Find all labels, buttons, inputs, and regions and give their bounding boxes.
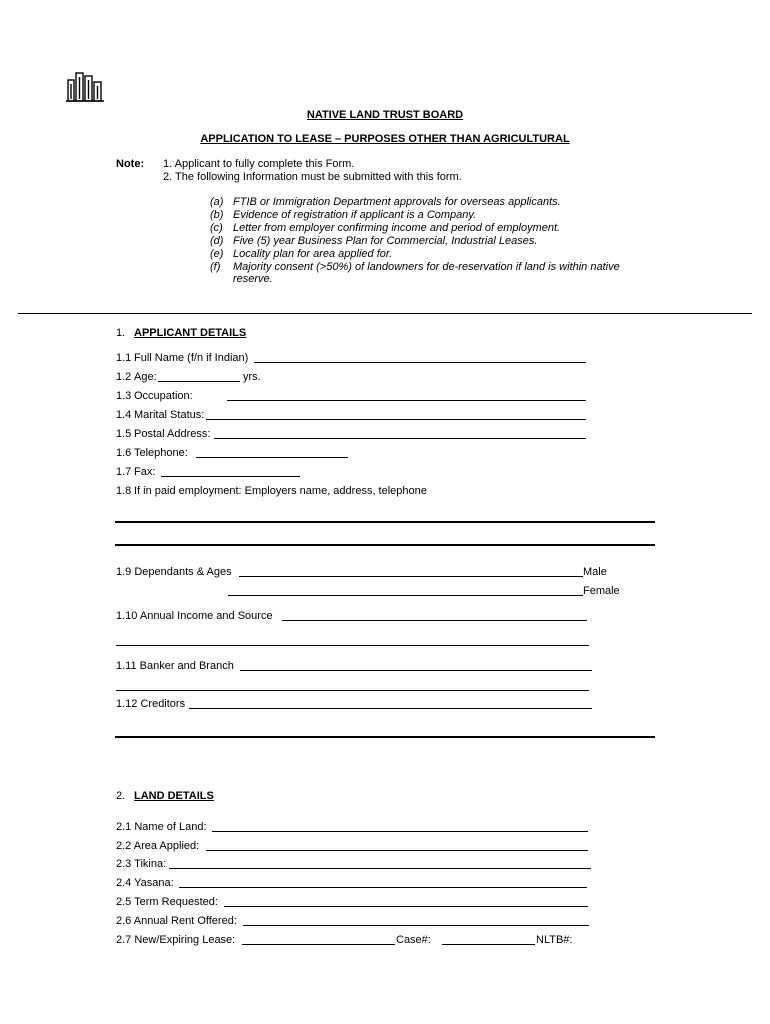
area-applied-label: 2.2 Area Applied: — [116, 840, 200, 852]
note-item-letter: (e) — [210, 248, 224, 260]
nltb-logo — [66, 70, 104, 102]
section-1-title: APPLICANT DETAILS — [134, 327, 247, 339]
employment-field-line[interactable] — [115, 544, 655, 546]
banker-field[interactable] — [240, 670, 592, 671]
age-suffix: yrs. — [243, 371, 261, 383]
case-number-label: Case#: — [396, 934, 431, 946]
area-applied-field[interactable] — [206, 850, 588, 851]
field-number: 1.7 — [116, 466, 132, 478]
employment-label: If in paid employment: Employers name, address, telephone — [134, 485, 427, 497]
marital-status-label: Marital Status: — [134, 409, 205, 421]
annual-rent-label: 2.6 Annual Rent Offered: — [116, 915, 237, 927]
note-line-1: 1. Applicant to fully complete this Form. — [163, 158, 355, 170]
name-of-land-field[interactable] — [212, 831, 588, 832]
yasana-field[interactable] — [179, 887, 587, 888]
telephone-label: Telephone: — [134, 447, 188, 459]
employment-field-line[interactable] — [115, 521, 655, 523]
note-item-letter: (c) — [210, 222, 223, 234]
note-item-text: Five (5) year Business Plan for Commercial, Industrial Leases. — [233, 235, 538, 247]
nltb-number-label: NLTB#: — [536, 934, 573, 946]
full-name-field[interactable] — [254, 362, 586, 363]
dependants-label: 1.9 Dependants & Ages — [116, 566, 232, 578]
note-item-letter: (f) — [210, 261, 221, 273]
form-title: APPLICATION TO LEASE – PURPOSES OTHER THAN AGRICULTURAL — [200, 133, 570, 145]
section-separator — [18, 313, 752, 314]
term-requested-label: 2.5 Term Requested: — [116, 896, 218, 908]
annual-income-field[interactable] — [282, 620, 587, 621]
postal-address-field[interactable] — [214, 438, 586, 439]
age-label: Age: — [134, 371, 157, 383]
dependants-female-field[interactable] — [228, 595, 583, 596]
note-item-text: Locality plan for area applied for. — [233, 248, 393, 260]
field-number: 1.8 — [116, 485, 132, 497]
org-title: NATIVE LAND TRUST BOARD — [306, 109, 464, 121]
field-number: 1.3 — [116, 390, 132, 402]
section-end-line — [115, 736, 655, 738]
creditors-label: 1.12 Creditors — [116, 698, 186, 710]
section-1-number: 1. — [116, 327, 126, 339]
dependants-male-field[interactable] — [239, 576, 583, 577]
note-line-2: 2. The following Information must be submitted with this form. — [163, 171, 462, 183]
creditors-field[interactable] — [189, 708, 592, 709]
field-number: 1.5 — [116, 428, 132, 440]
occupation-label: Occupation: — [134, 390, 193, 402]
lease-field[interactable] — [242, 944, 395, 945]
section-2-number: 2. — [116, 790, 126, 802]
fax-field[interactable] — [161, 476, 300, 477]
telephone-field[interactable] — [196, 457, 348, 458]
fax-label: Fax: — [134, 466, 156, 478]
note-label: Note: — [116, 158, 145, 170]
male-label: Male — [583, 566, 607, 578]
term-requested-field[interactable] — [224, 906, 588, 907]
female-label: Female — [583, 585, 620, 597]
tikina-field[interactable] — [169, 868, 591, 869]
banker-field[interactable] — [116, 690, 589, 691]
marital-status-field[interactable] — [206, 419, 586, 420]
lease-label: 2.7 New/Expiring Lease: — [116, 934, 236, 946]
note-item-text: Majority consent (>50%) of landowners for de-reservation if land is within native — [233, 261, 620, 273]
note-item-text: Evidence of registration if applicant is a Company. — [233, 209, 477, 221]
annual-rent-field[interactable] — [243, 925, 589, 926]
annual-income-label: 1.10 Annual Income and Source — [116, 610, 273, 622]
yasana-label: 2.4 Yasana: — [116, 877, 174, 889]
note-item-letter: (b) — [210, 209, 224, 221]
field-number: 1.1 — [116, 352, 132, 364]
age-field[interactable] — [158, 381, 240, 382]
note-item-text: Letter from employer confirming income and period of employment. — [233, 222, 561, 234]
note-item-text: reserve. — [233, 273, 273, 285]
note-item-letter: (d) — [210, 235, 224, 247]
field-number: 1.4 — [116, 409, 132, 421]
banker-label: 1.11 Banker and Branch — [116, 660, 234, 672]
annual-income-field[interactable] — [116, 645, 589, 646]
full-name-label: Full Name (f/n if Indian) — [134, 352, 249, 364]
field-number: 1.6 — [116, 447, 132, 459]
note-item-letter: (a) — [210, 196, 224, 208]
note-item-text: FTIB or Immigration Department approvals for overseas applicants. — [233, 196, 561, 208]
case-number-field[interactable] — [442, 944, 535, 945]
tikina-label: 2.3 Tikina: — [116, 858, 167, 870]
postal-address-label: Postal Address: — [134, 428, 211, 440]
field-number: 1.2 — [116, 371, 132, 383]
name-of-land-label: 2.1 Name of Land: — [116, 821, 207, 833]
occupation-field[interactable] — [227, 400, 586, 401]
section-2-title: LAND DETAILS — [134, 790, 214, 802]
